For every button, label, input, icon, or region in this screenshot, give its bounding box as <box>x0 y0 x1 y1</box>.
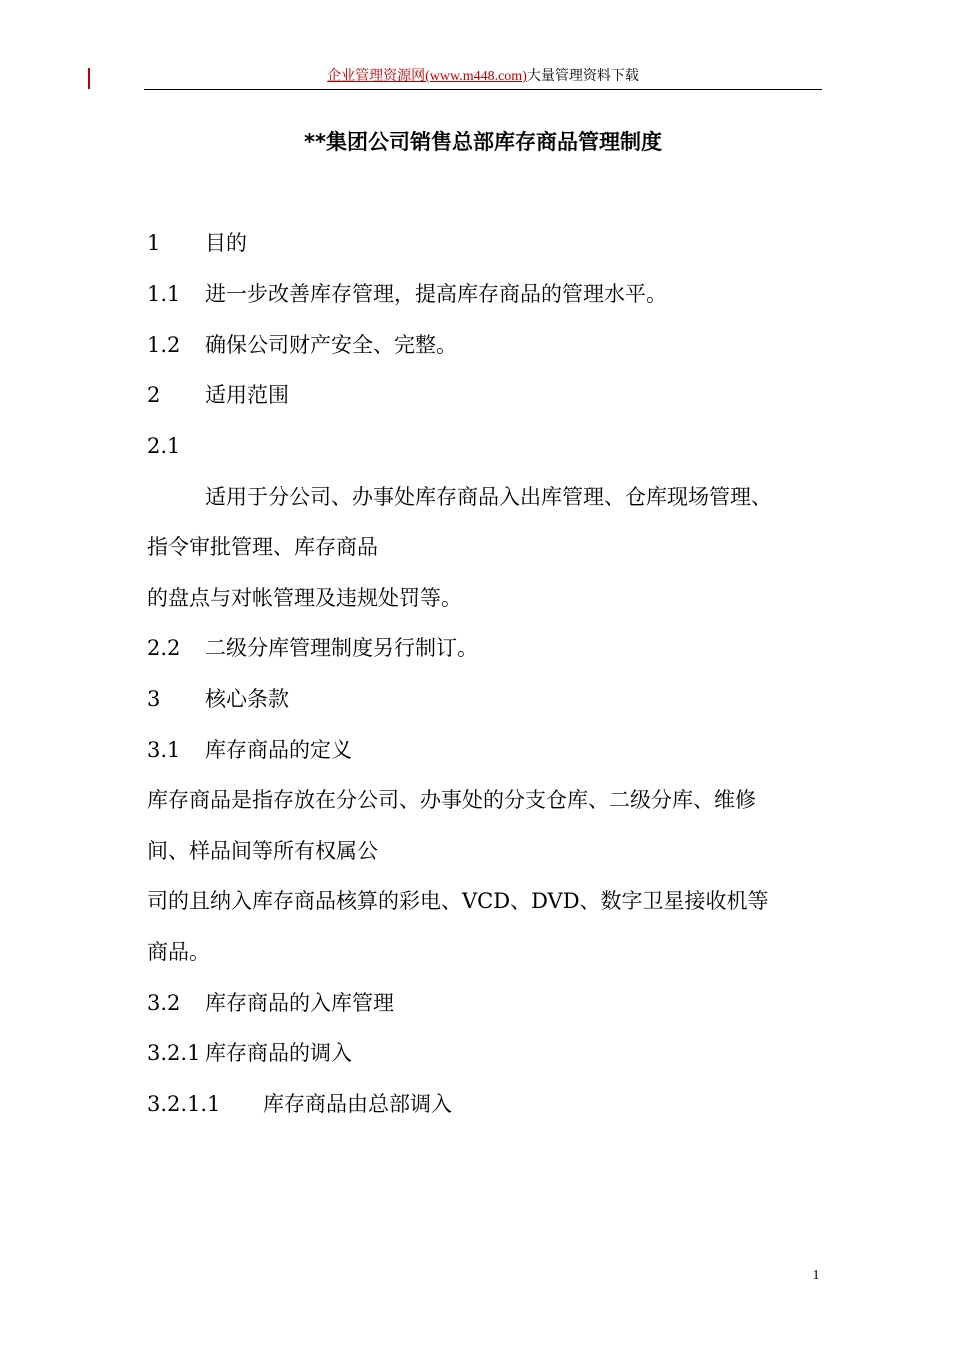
section-3-1-paragraph-line: 司的且纳入库存商品核算的彩电、VCD、DVD、数字卫星接收机等 <box>147 889 769 913</box>
section-number: 2.1 <box>147 434 181 458</box>
section-3-2-1 <box>147 1037 352 1069</box>
section-2-1 <box>147 430 205 462</box>
section-text: 进一步改善库存管理，提高库存商品的管理水平。 <box>205 282 667 306</box>
section-text: 目的 <box>205 231 247 255</box>
section-number: 1 <box>147 231 161 255</box>
section-number: 3 <box>147 687 161 711</box>
header-divider <box>144 89 822 90</box>
document-title: **集团公司销售总部库存商品管理制度 <box>304 130 662 154</box>
section-3-heading <box>147 683 289 715</box>
section-number: 2 <box>147 383 161 407</box>
section-1-1 <box>147 278 667 310</box>
section-2-1-paragraph-line: 指令审批管理、库存商品 <box>147 535 378 559</box>
section-text: 核心条款 <box>205 687 289 711</box>
section-text: 库存商品由总部调入 <box>263 1092 452 1116</box>
section-text: 库存商品的调入 <box>205 1041 352 1065</box>
section-2-1-paragraph-line: 适用于分公司、办事处库存商品入出库管理、仓库现场管理、 <box>205 485 772 509</box>
section-number: 3.1 <box>147 738 181 762</box>
section-text: 确保公司财产安全、完整。 <box>205 333 457 357</box>
section-number: 1.2 <box>147 333 181 357</box>
section-number: 3.2.1 <box>147 1041 201 1065</box>
section-text: 适用范围 <box>205 383 289 407</box>
section-number: 3.2 <box>147 991 181 1015</box>
section-3-1 <box>147 734 352 766</box>
section-3-2-1-1 <box>147 1088 452 1120</box>
section-text: 库存商品的定义 <box>205 738 352 762</box>
section-3-2 <box>147 987 394 1019</box>
section-2-2 <box>147 632 478 664</box>
section-number: 1.1 <box>147 282 181 306</box>
section-number: 3.2.1.1 <box>147 1092 221 1116</box>
section-number: 2.2 <box>147 636 181 660</box>
section-3-1-paragraph-line: 间、样品间等所有权属公 <box>147 839 378 863</box>
page-number: 1 <box>812 1268 820 1283</box>
section-text: 库存商品的入库管理 <box>205 991 394 1015</box>
section-2-heading <box>147 379 289 411</box>
section-text: 二级分库管理制度另行制订。 <box>205 636 478 660</box>
section-1-2 <box>147 329 457 361</box>
section-3-1-paragraph-line: 商品。 <box>147 940 210 964</box>
header-tagline: 大量管理资料下载 <box>526 69 639 84</box>
page-header <box>144 67 822 87</box>
section-2-1-paragraph-line: 的盘点与对帐管理及违规处罚等。 <box>147 586 462 610</box>
header-site-link[interactable]: 企业管理资源网(www.m448.com) <box>327 69 527 84</box>
margin-change-mark <box>88 68 90 89</box>
section-3-1-paragraph-line: 库存商品是指存放在分公司、办事处的分支仓库、二级分库、维修 <box>147 788 756 812</box>
section-1-heading <box>147 227 247 259</box>
